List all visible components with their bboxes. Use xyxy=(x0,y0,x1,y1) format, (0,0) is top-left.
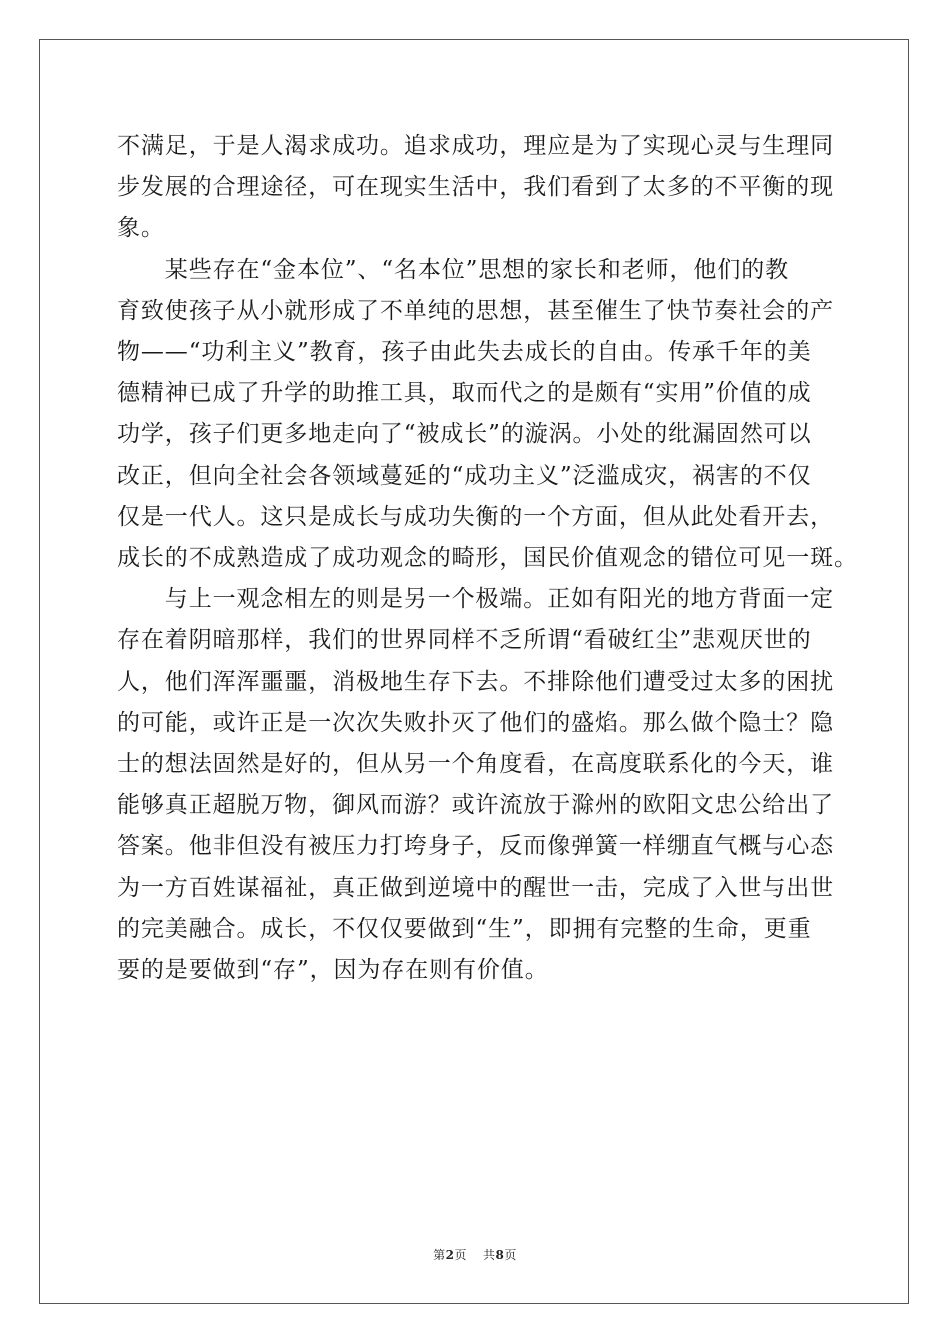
text-line: 德精神已成了升学的助推工具，取而代之的是颇有“实用”价值的成 xyxy=(117,380,812,407)
footer-total-prefix: 共 xyxy=(483,1248,496,1262)
footer-total-pages: 8 xyxy=(495,1248,505,1262)
text-line: 物——“功利主义”教育，孩子由此失去成长的自由。传承千年的美 xyxy=(117,339,812,366)
text-line: 与上一观念相左的则是另一个极端。正如有阳光的地方背面一定 xyxy=(117,586,834,613)
text-line: 成长的不成熟造成了成功观念的畸形，国民价值观念的错位可见一斑。 xyxy=(117,545,858,572)
text-line: 的可能，或许正是一次次失败扑灭了他们的盛焰。那么做个隐士？隐 xyxy=(117,709,834,736)
text-line: 人，他们浑浑噩噩，消极地生存下去。不排除他们遭受过太多的困扰 xyxy=(117,668,834,695)
text-line: 为一方百姓谋福祉，真正做到逆境中的醒世一击，完成了入世与出世 xyxy=(117,874,834,901)
paragraph-1 xyxy=(117,126,833,250)
text-line: 答案。他非但没有被压力打垮身子，反而像弹簧一样绷直气概与心态 xyxy=(117,833,834,860)
text-line: 象。 xyxy=(117,215,165,242)
footer-total-suffix: 页 xyxy=(504,1248,517,1262)
text-line: 功学，孩子们更多地走向了“被成长”的漩涡。小处的纰漏固然可以 xyxy=(117,421,812,448)
text-line: 步发展的合理途径，可在现实生活中，我们看到了太多的不平衡的现 xyxy=(117,174,834,201)
footer-page-prefix: 第 xyxy=(433,1248,446,1262)
text-line: 仅是一代人。这只是成长与成功失衡的一个方面，但从此处看开去， xyxy=(117,503,834,530)
text-line: 能够真正超脱万物，御风而游？或许流放于滁州的欧阳文忠公给出了 xyxy=(117,792,834,819)
paragraph-3 xyxy=(117,579,833,991)
text-line: 不满足，于是人渴求成功。追求成功，理应是为了实现心灵与生理同 xyxy=(117,133,834,159)
text-line: 的完美融合。成长，不仅仅要做到“生”，即拥有完整的生命，更重 xyxy=(117,915,812,942)
text-line: 改正，但向全社会各领域蔓延的“成功主义”泛滥成灾，祸害的不仅 xyxy=(117,462,812,489)
document-body xyxy=(117,126,858,991)
text-line: 要的是要做到“存”，因为存在则有价值。 xyxy=(117,957,549,984)
text-line: 存在着阴暗那样，我们的世界同样不乏所谓“看破红尘”悲观厌世的 xyxy=(117,627,812,654)
page-footer xyxy=(0,1246,950,1263)
text-line: 士的想法固然是好的，但从另一个角度看，在高度联系化的今天，谁 xyxy=(117,751,834,778)
paragraph-2 xyxy=(117,250,858,580)
footer-page-suffix: 页 xyxy=(454,1248,467,1262)
text-line: 育致使孩子从小就形成了不单纯的思想，甚至催生了快节奏社会的产 xyxy=(117,297,834,324)
text-line: 某些存在“金本位”、“名本位”思想的家长和老师，他们的教 xyxy=(117,256,790,283)
footer-page-number: 2 xyxy=(445,1248,455,1262)
